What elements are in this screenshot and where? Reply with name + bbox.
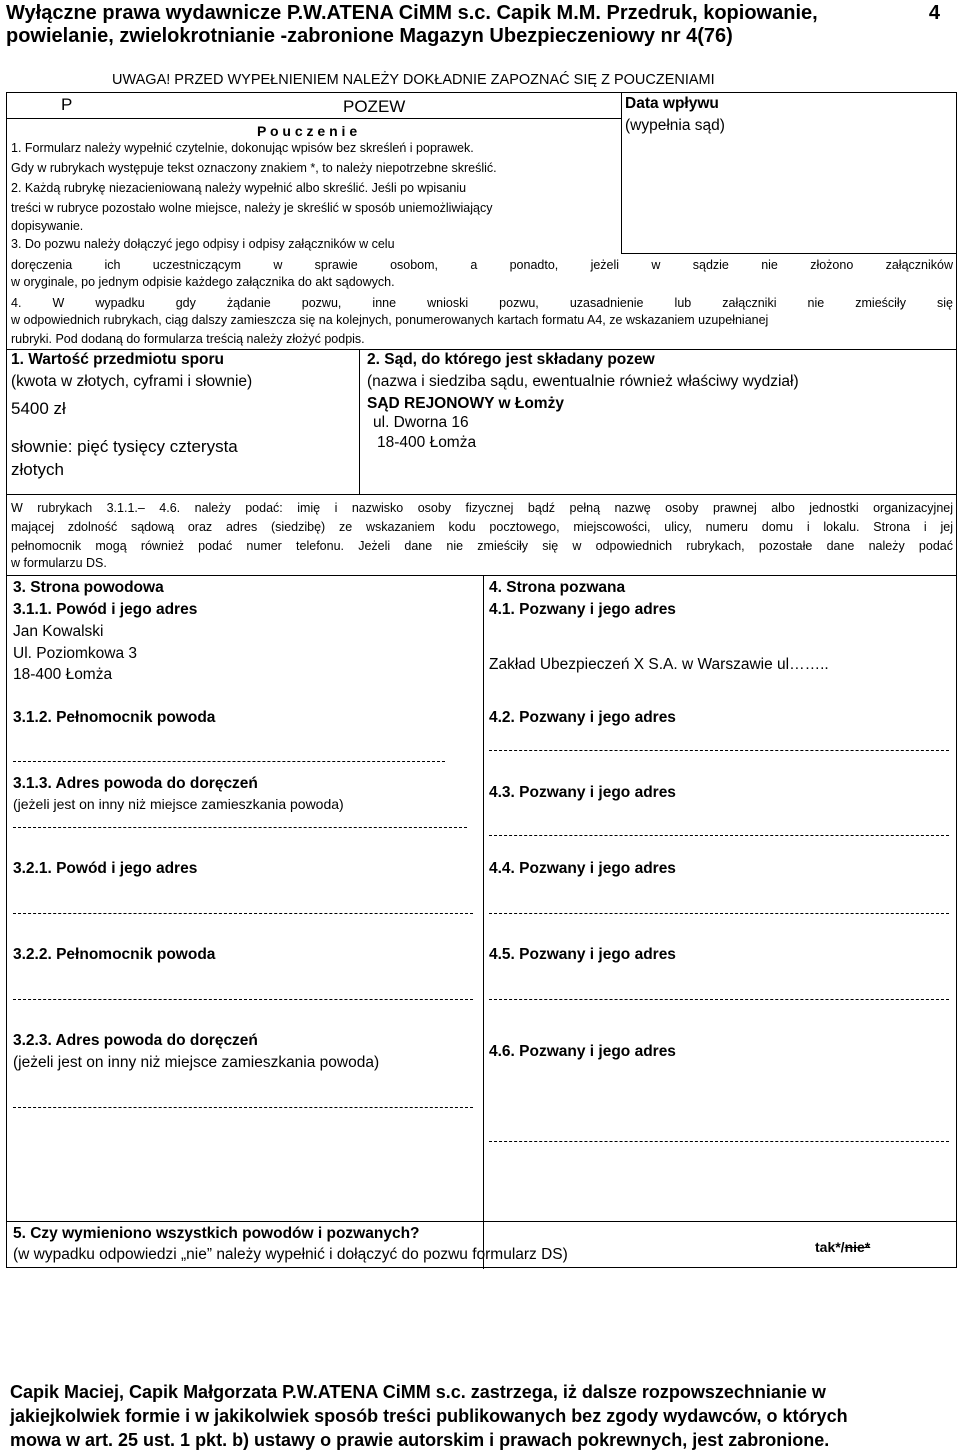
- received-date-note: (wypełnia sąd): [625, 117, 725, 134]
- instructions-heading: P o u c z e n i e: [257, 123, 358, 139]
- rubric-note-line-3: pełnomocnik mogą również podać numer telefonu. Jeżeli dane nie zmieściły się w odpowiednich rubrykach, pozostałe dane należy podać: [11, 539, 953, 553]
- instructions-divider: [7, 349, 957, 350]
- copyright-footer-line-1: Capik Maciej, Capik Małgorzata P.W.ATENA CiMM s.c. zastrzega, iż dalsze rozpowszechnianie w: [10, 1382, 826, 1402]
- court-city: 18-400 Łomża: [377, 434, 477, 451]
- parties-bottom-divider: [7, 1221, 957, 1222]
- instruction-4c: rubryki. Pod dodaną do formularza treścią należy złożyć podpis.: [11, 332, 365, 346]
- value-in-words-line-1: słownie: pięć tysięcy czterysta: [11, 437, 238, 456]
- page-number: 4: [928, 2, 940, 24]
- form-letter: P: [61, 95, 73, 114]
- court-note: (nazwa i siedziba sądu, ewentualnie również właściwy wydział): [367, 373, 799, 390]
- instruction-2b: treści w rubryce pozostało wolne miejsce, należy je skreślić w sposób uniemożliwiający: [11, 201, 493, 215]
- dashed-blank-line: [489, 835, 949, 836]
- instruction-4b: w odpowiednich rubrykach, ciąg dalszy zamieszcza się na kolejnych, ponumerowanych kartach formatu A4, ze wskazaniem uzupełnianej: [11, 313, 769, 327]
- court-name: SĄD REJONOWY w Łomży: [367, 395, 564, 412]
- plaintiff-323-note: (jeżeli jest on inny niż miejsce zamieszkania powoda): [13, 1054, 380, 1071]
- instruction-1b: Gdy w rubrykach występuje tekst oznaczony znakiem *, to należy niepotrzebne skreślić.: [11, 161, 497, 175]
- dashed-blank-line: [13, 1107, 473, 1108]
- defendant-43-heading: 4.3. Pozwany i jego adres: [489, 784, 676, 801]
- copyright-header-line-1: Wyłączne prawa wydawnicze P.W.ATENA CiMM s.c. Capik M.M. Przedruk, kopiowanie,: [6, 2, 818, 24]
- defendant-44-heading: 4.4. Pozwany i jego adres: [489, 860, 676, 877]
- plaintiff-street: Ul. Poziomkowa 3: [13, 645, 138, 662]
- dashed-blank-line: [13, 827, 467, 828]
- completeness-note: (w wypadku odpowiedzi „nie” należy wypełnić i dołączyć do pozwu formularz DS): [13, 1246, 568, 1263]
- completeness-answer: [815, 1239, 870, 1255]
- rubric-note-line-1: W rubrykach 3.1.1.– 4.6. należy podać: imię i nazwisko osoby fizycznej bądź pełną nazwę osoby prawnej albo jednostki organizacyjnej: [11, 501, 953, 515]
- defendant-45-heading: 4.5. Pozwany i jego adres: [489, 946, 676, 963]
- value-in-words-line-2: złotych: [11, 460, 64, 479]
- instruction-1a: 1. Formularz należy wypełnić czytelnie, dokonując wpisów bez skreśleń i poprawek.: [11, 141, 474, 155]
- plaintiff-city: 18-400 Łomża: [13, 666, 113, 683]
- defendant-name: Zakład Ubezpieczeń X S.A. w Warszawie ul……..: [489, 656, 829, 673]
- dashed-blank-line: [13, 999, 473, 1000]
- completeness-question: 5. Czy wymieniono wszystkich powodów i pozwanych?: [13, 1225, 420, 1242]
- defendant-46-heading: 4.6. Pozwany i jego adres: [489, 1043, 676, 1060]
- instruction-3a: 3. Do pozwu należy dołączyć jego odpisy i odpisy załączników w celu: [11, 237, 395, 251]
- court-heading: 2. Sąd, do którego jest składany pozew: [367, 351, 655, 368]
- dashed-blank-line: [489, 750, 949, 751]
- copyright-header-line-2: powielanie, zwielokrotnianie -zabronione Magazyn Ubezpieczeniowy nr 4(76): [6, 25, 733, 47]
- plaintiff-321-heading: 3.2.1. Powód i jego adres: [13, 860, 198, 877]
- instruction-4a: 4. W wypadku gdy żądanie pozwu, inne wnioski pozwu, uzasadnienie lub załączniki nie zmieściły się: [11, 296, 953, 310]
- plaintiff-312-heading: 3.1.2. Pełnomocnik powoda: [13, 709, 216, 726]
- lawsuit-form: [6, 92, 957, 1268]
- form-title: POZEW: [343, 97, 406, 116]
- dashed-blank-line: [489, 999, 949, 1000]
- plaintiff-313-heading: 3.1.3. Adres powoda do doręczeń: [13, 775, 258, 792]
- instruction-3b: doręczenia ich uczestniczącym w sprawie osobom, a ponadto, jeżeli w sądzie nie złożono załączników: [11, 258, 953, 272]
- receipt-box-left-border: [621, 93, 622, 253]
- received-date-label: Data wpływu: [625, 95, 719, 112]
- warning-notice: UWAGA! PRZED WYPEŁNIENIEM NALEŻY DOKŁADNIE ZAPOZNAĆ SIĘ Z POUCZENIAMI: [112, 72, 715, 88]
- rubric-note-line-4: w formularzu DS.: [11, 556, 107, 570]
- instruction-2c: dopisywanie.: [11, 219, 84, 233]
- plaintiff-313-note: (jeżeli jest on inny niż miejsce zamieszkania powoda): [13, 796, 344, 812]
- dashed-blank-line: [489, 913, 949, 914]
- court-street: ul. Dworna 16: [373, 414, 469, 431]
- answer-yes: tak*/: [815, 1239, 845, 1255]
- copyright-header: [6, 2, 886, 48]
- parties-divider: [483, 575, 484, 1269]
- instruction-2a: 2. Każdą rubrykę niezacieniowaną należy wypełnić albo skreślić. Jeśli po wpisaniu: [11, 181, 467, 195]
- dashed-blank-line: [13, 761, 445, 762]
- value-heading: 1. Wartość przedmiotu sporu: [11, 351, 225, 368]
- rubric-note-line-2: mającej zdolność sądową oraz adres (siedzibę) ze wskazaniem kodu pocztowego, miejscowości, ulicy, numeru domu i lokalu. Strona i jej: [11, 520, 953, 534]
- dashed-blank-line: [13, 913, 473, 914]
- value-amount: 5400 zł: [11, 399, 66, 418]
- plaintiff-323-heading: 3.2.3. Adres powoda do doręczeń: [13, 1032, 258, 1049]
- copyright-footer-line-2: jakiejkolwiek formie i w jakikolwiek sposób treści publikowanych bez zgody wydawców, o których: [10, 1406, 848, 1426]
- value-note: (kwota w złotych, cyframi i słownie): [11, 373, 253, 390]
- plaintiff-side-heading: 3. Strona powodowa: [13, 579, 164, 596]
- plaintiff-name: Jan Kowalski: [13, 623, 104, 640]
- answer-no-struck: nie*: [844, 1239, 871, 1255]
- instruction-3c: w oryginale, po jednym odpisie każdego załącznika do akt sądowych.: [11, 275, 395, 289]
- header-divider: [7, 118, 621, 119]
- defendant-side-heading: 4. Strona pozwana: [489, 579, 626, 596]
- value-section-divider: [7, 494, 957, 495]
- copyright-footer: [10, 1380, 950, 1452]
- rubric-note-divider: [7, 575, 957, 576]
- defendant-42-heading: 4.2. Pozwany i jego adres: [489, 709, 676, 726]
- dashed-blank-line: [489, 1141, 949, 1142]
- value-court-divider: [359, 349, 360, 494]
- defendant-41-heading: 4.1. Pozwany i jego adres: [489, 601, 676, 618]
- plaintiff-322-heading: 3.2.2. Pełnomocnik powoda: [13, 946, 216, 963]
- copyright-footer-line-3: mowa w art. 25 ust. 1 pkt. b) ustawy o prawie autorskim i prawach pokrewnych, jest zabronione.: [10, 1430, 830, 1450]
- receipt-box-bottom-border: [621, 253, 957, 254]
- plaintiff-311-heading: 3.1.1. Powód i jego adres: [13, 601, 198, 618]
